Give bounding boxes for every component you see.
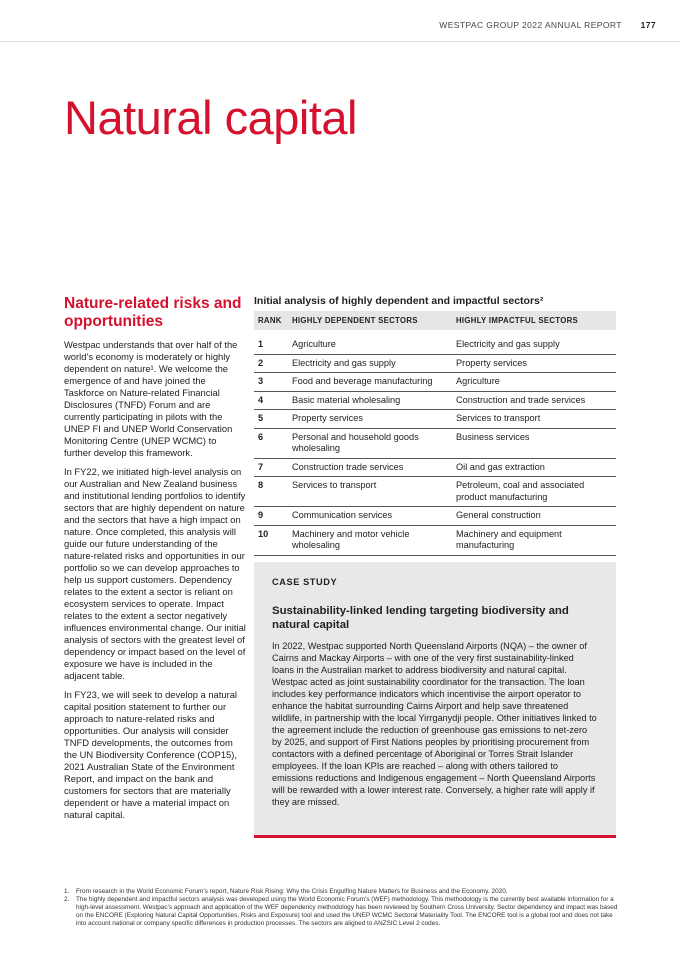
dependent-cell: Construction trade services (288, 458, 452, 477)
footnote-text: The highly dependent and impactful sectors analysis was developed using the World Economic Forum’s (WEF) methodology. This methodology is the currently best available information for a high-level assessment. Westpac’s approach and application of the WEF dependency methodology has been reviewed by Southern Cross University. Sector dependency and impact was based on the ENCORE (Exploring Natural Capital Opportunities, Risks and Exposure) tool and used the UNEP WCMC Sectoral Materiality Tool. The ENCORE tool is a global tool and does not take into account national or company specific differences in production processes. The sectors are aligned to ANZSIC Level 2 codes. (76, 896, 618, 927)
page-title: Natural capital (64, 91, 357, 144)
impactful-cell: Petroleum, coal and associated product manufacturing (452, 477, 616, 507)
rank-cell: 3 (254, 373, 288, 392)
col-header-dependent: HIGHLY DEPENDENT SECTORS (288, 311, 452, 330)
section-heading: Nature-related risks and opportunities (64, 295, 242, 330)
footnote-number: 1. (64, 888, 70, 895)
rank-cell: 10 (254, 525, 288, 555)
dependent-cell: Services to transport (288, 477, 452, 507)
table-body (254, 330, 616, 555)
col-header-rank: RANK (254, 311, 288, 330)
footnote (64, 888, 624, 896)
impactful-cell: Business services (452, 428, 616, 458)
dependent-cell: Agriculture (288, 336, 452, 354)
paragraph: In FY22, we initiated high-level analysis on our Australian and New Zealand business and institutional lending portfolios to identify sectors that are highly dependent on nature and the sectors that have a high impact on nature. Once completed, this analysis will guide our future understanding of the nature-related risks and opportunities in our portfolio so we can develop approaches to help us support customers. Dependency relates to the extent a sector is reliant on ecosystem services to operate. Impact relates to the extent a sector negatively influences environmental change. Our initial analysis of sectors with the greatest level of dependency or impact based on the level of exposure we have is included in the adjacent table. (64, 466, 246, 681)
rank-cell: 1 (254, 336, 288, 354)
sectors-table (254, 311, 616, 556)
table-row (254, 458, 616, 477)
impactful-cell: Property services (452, 354, 616, 373)
rank-cell: 4 (254, 391, 288, 410)
dependent-cell: Basic material wholesaling (288, 391, 452, 410)
dependent-cell: Electricity and gas supply (288, 354, 452, 373)
table-header-row (254, 311, 616, 330)
running-header (439, 20, 656, 30)
table-row (254, 507, 616, 526)
impactful-cell: Machinery and equipment manufacturing (452, 525, 616, 555)
header-divider (0, 41, 680, 42)
rank-cell: 5 (254, 410, 288, 429)
case-study-panel (254, 562, 616, 838)
dependent-cell: Personal and household goods wholesaling (288, 428, 452, 458)
footnote (64, 896, 624, 928)
case-study-label: CASE STUDY (272, 577, 338, 587)
impactful-cell: Electricity and gas supply (452, 336, 616, 354)
table-row (254, 477, 616, 507)
table-row (254, 428, 616, 458)
footnote-number: 2. (64, 896, 70, 903)
rank-cell: 8 (254, 477, 288, 507)
table-row (254, 525, 616, 555)
rank-cell: 9 (254, 507, 288, 526)
footnote-text: From research in the World Economic Forum’s report, Nature Risk Rising: Why the Crisis Engulfing Nature Matters for Business and the Economy. 2020. (76, 888, 508, 895)
dependent-cell: Machinery and motor vehicle wholesaling (288, 525, 452, 555)
rank-cell: 6 (254, 428, 288, 458)
table-row (254, 410, 616, 429)
impactful-cell: Services to transport (452, 410, 616, 429)
col-header-impactful: HIGHLY IMPACTFUL SECTORS (452, 311, 616, 330)
page-number: 177 (640, 20, 656, 30)
table-title: Initial analysis of highly dependent and impactful sectors² (254, 295, 544, 307)
impactful-cell: Oil and gas extraction (452, 458, 616, 477)
paragraph: Westpac understands that over half of the world’s economy is moderately or highly dependent on nature¹. We welcome the emergence of and have joined the Taskforce on Nature-related Financial Disclosures (TNFD) Forum and are currently participating in pilots with the UNEP FI and UNEP World Conservation Monitoring Centre (UNEP WCMC) to further develop this framework. (64, 339, 238, 458)
table-row (254, 336, 616, 354)
case-study-body: In 2022, Westpac supported North Queensland Airports (NQA) – the owner of Cairns and Mackay Airports – with one of the very first sustainability-linked loans in the Australian market to address biodiversity and natural capital. Westpac acted as joint sustainability coordinator for the transaction. The loan includes key performance indicators which incentivise the airport operator to enhance the habitat surrounding Cairns Airport and help save threatened wildlife, in partnership with the local Yirrganydji people. Other initiatives linked to the agreement include the reduction of greenhouse gas emissions to net-zero by 2025, and support of First Nations peoples by prioritising procurement from contactors with a defined percentage of Aboriginal or Torres Strait Islander employees. If the loan KPIs are reached – along with others tailored to emissions reductions and Indigenous engagement – North Queensland Airports will be rewarded with a lower interest rate. Conversely, a higher rate will apply if they are missed. (272, 641, 597, 807)
impactful-cell: General construction (452, 507, 616, 526)
rank-cell: 2 (254, 354, 288, 373)
dependent-cell: Food and beverage manufacturing (288, 373, 452, 392)
table-row (254, 354, 616, 373)
case-study-heading: Sustainability-linked lending targeting biodiversity and natural capital (272, 605, 569, 631)
footnotes (64, 888, 624, 928)
table-row (254, 373, 616, 392)
impactful-cell: Agriculture (452, 373, 616, 392)
header-org: WESTPAC GROUP 2022 ANNUAL REPORT (439, 20, 622, 30)
table-row (254, 391, 616, 410)
impactful-cell: Construction and trade services (452, 391, 616, 410)
paragraph: In FY23, we will seek to develop a natural capital position statement to further our approach to nature-related risks and opportunities. Our analysis will consider TNFD developments, the outcomes from the UN Biodiversity Conference (COP15), 2021 Australian State of the Environment Report, and impact on the bank and customers for sectors that are materially dependent or have a material impact on natural capital. (64, 689, 238, 820)
rank-cell: 7 (254, 458, 288, 477)
left-column (64, 295, 246, 828)
dependent-cell: Property services (288, 410, 452, 429)
dependent-cell: Communication services (288, 507, 452, 526)
